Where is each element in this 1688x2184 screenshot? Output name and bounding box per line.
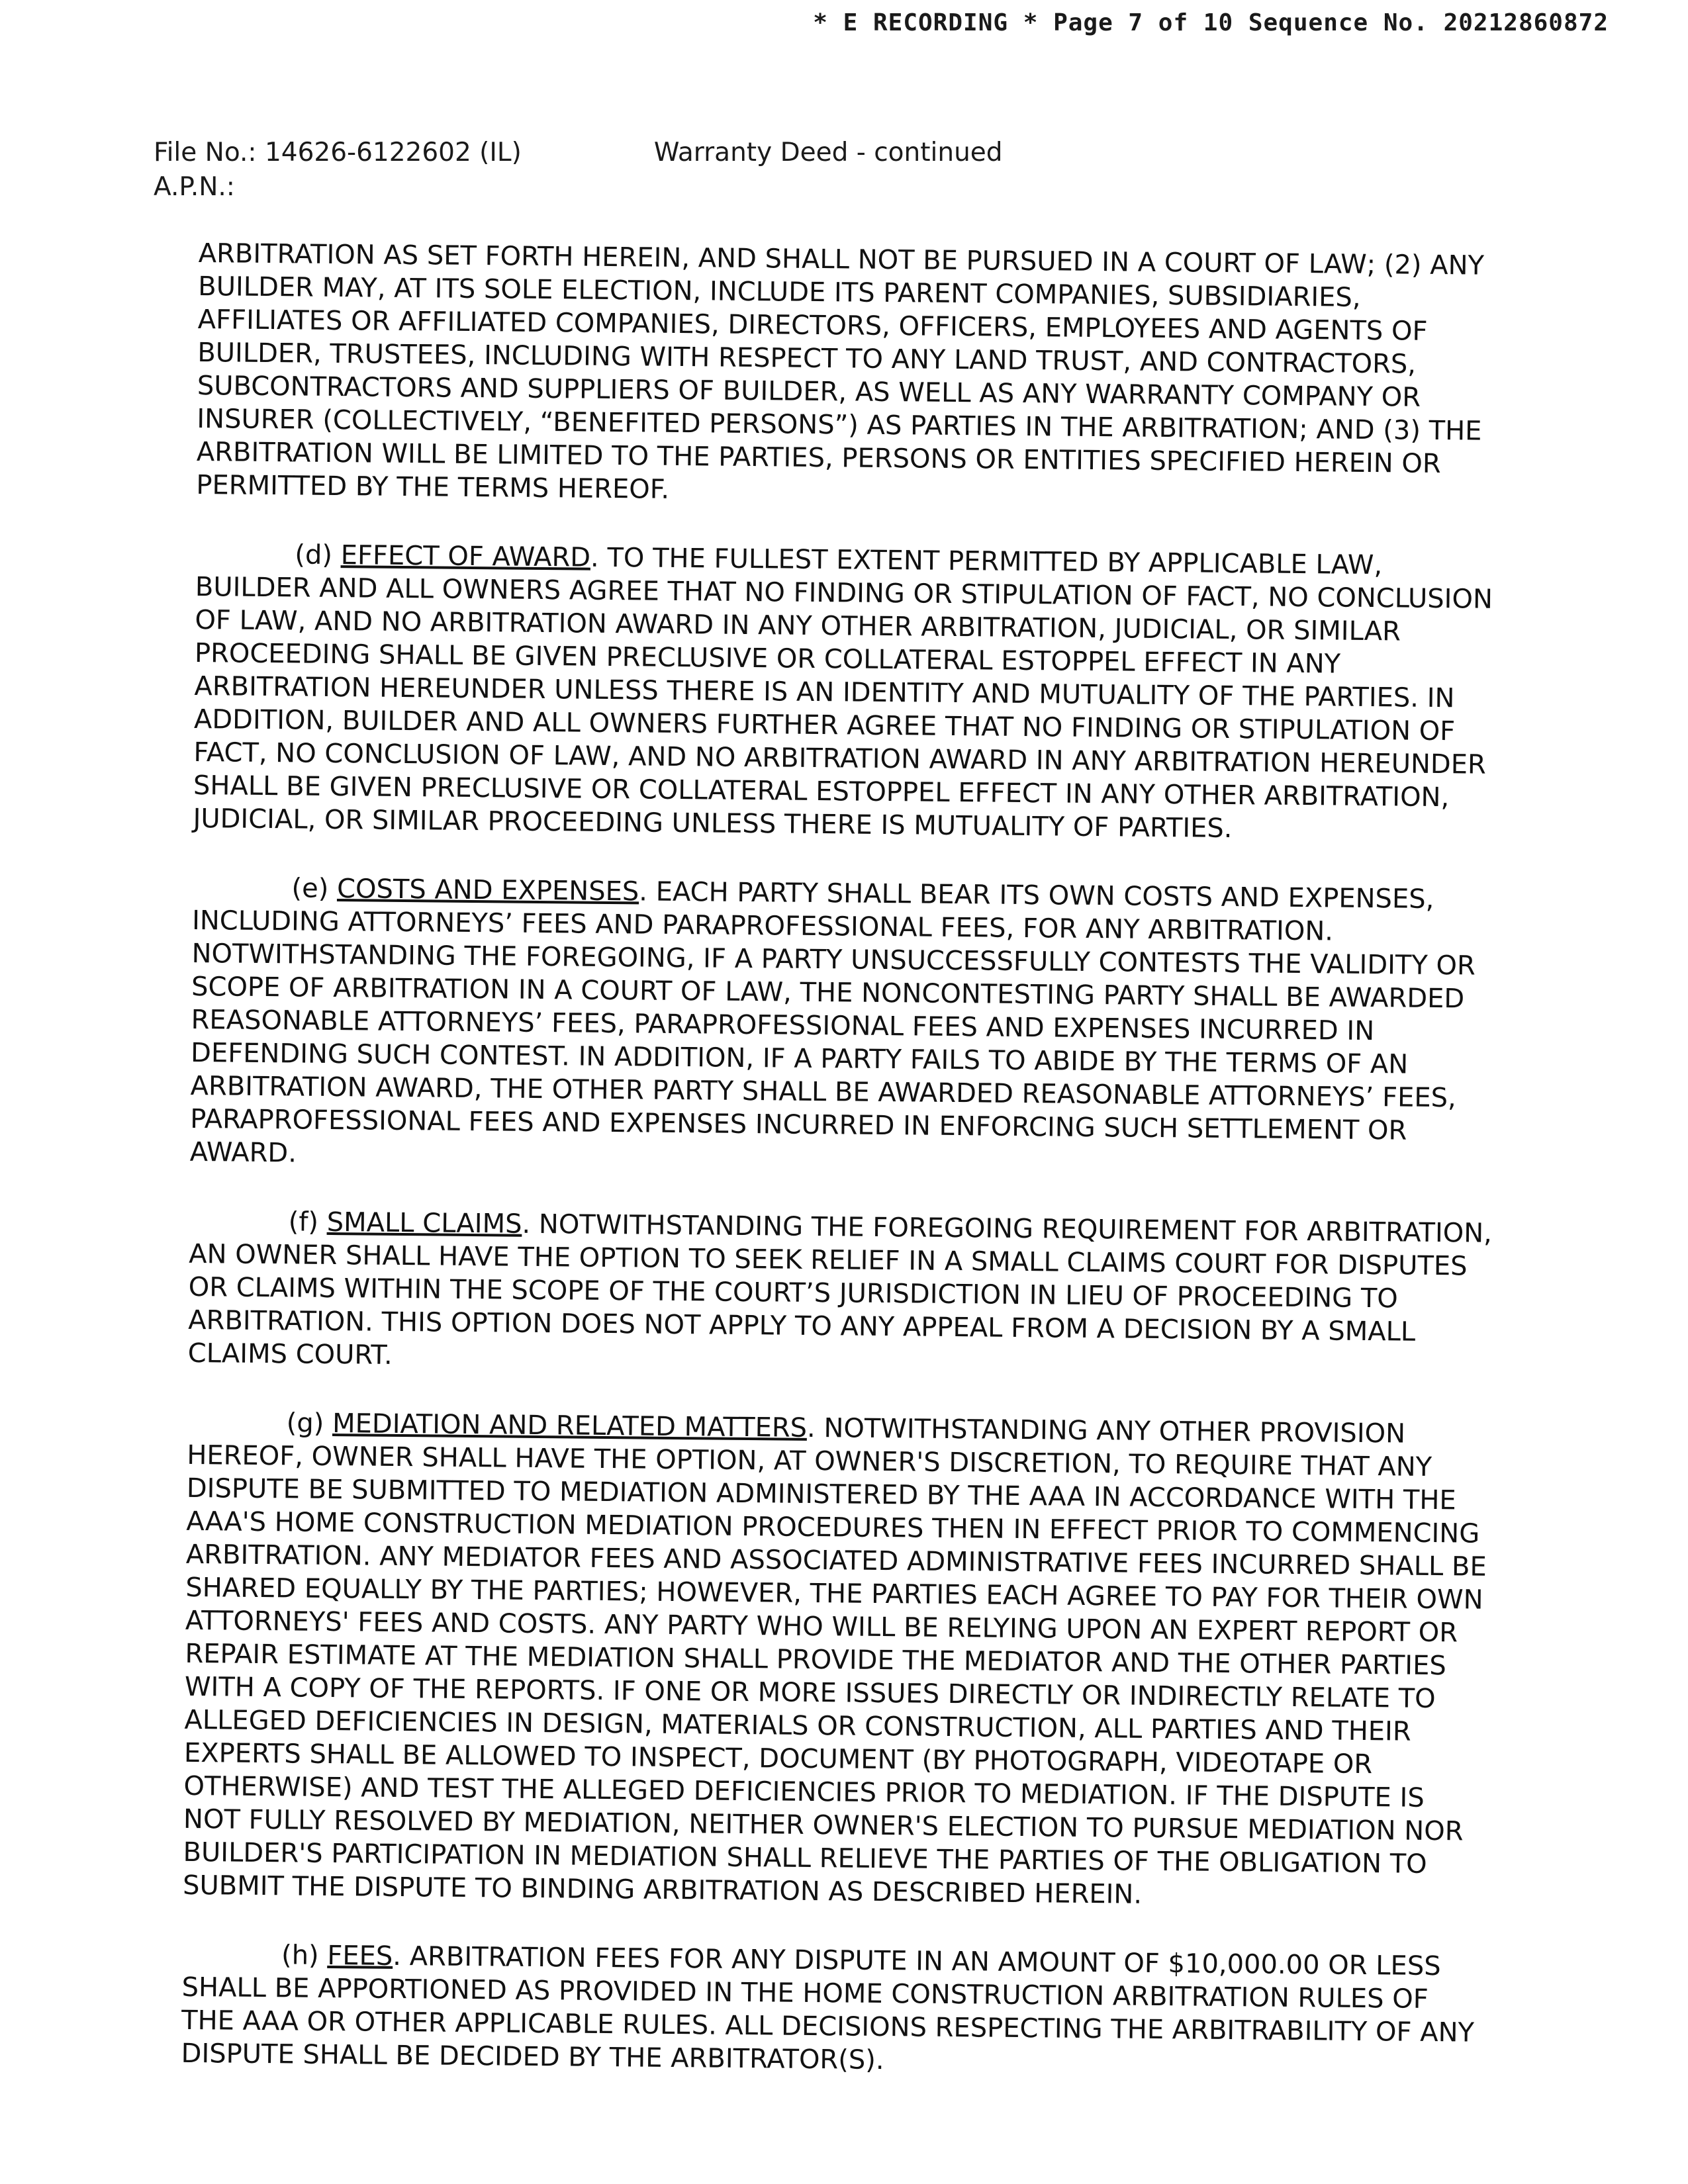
recording-stamp-header: * E RECORDING * Page 7 of 10 Sequence No. 20212860872 <box>813 9 1609 36</box>
section-e-text: . EACH PARTY SHALL BEAR ITS OWN COSTS AND EXPENSES, INCLUDING ATTORNEYS’ FEES AND PARAPROFESSIONAL FEES, FOR ANY ARBITRATION. NOTWITHSTANDING THE FOREGOING, IF A PARTY UNSUCCESSFULLY CONTESTS THE VALIDITY OR SCOPE OF ARBITRATION IN A COURT OF LAW, THE NONCONTESTING PARTY SHALL BE AWARDED REASONABLE ATTORNEYS’ FEES, PARAPROFESSIONAL FEES AND EXPENSES INCURRED IN DEFENDING SUCH CONTEST. IN ADDITION, IF A PARTY FAILS TO ABIDE BY THE TERMS OF AN ARBITRATION AWARD, THE OTHER PARTY SHALL BE AWARDED REASONABLE ATTORNEYS’ FEES, PARAPROFESSIONAL FEES AND EXPENSES INCURRED IN ENFORCING SUCH SETTLEMENT OR AWARD. <box>189 876 1476 1169</box>
section-f <box>188 1205 1493 1383</box>
section-g-label: (g) <box>286 1408 333 1439</box>
section-g-text: . NOTWITHSTANDING ANY OTHER PROVISION HEREOF, OWNER SHALL HAVE THE OPTION, AT OWNER'S DISCRETION, TO REQUIRE THAT ANY DISPUTE BE SUBMITTED TO MEDIATION ADMINISTERED BY THE AAA IN ACCORDANCE WITH THE AAA'S HOME CONSTRUCTION MEDIATION PROCEDURES THEN IN EFFECT PRIOR TO COMMENCING ARBITRATION. ANY MEDIATOR FEES AND ASSOCIATED ADMINISTRATIVE FEES INCURRED SHALL BE SHARED EQUALLY BY THE PARTIES; HOWEVER, THE PARTIES EACH AGREE TO PAY FOR THEIR OWN ATTORNEYS' FEES AND COSTS. ANY PARTY WHO WILL BE RELYING UPON AN EXPERT REPORT OR REPAIR ESTIMATE AT THE MEDIATION SHALL PROVIDE THE MEDIATOR AND THE OTHER PARTIES WITH A COPY OF THE REPORTS. IF ONE OR MORE ISSUES DIRECTLY OR INDIRECTLY RELATE TO ALLEGED DEFICIENCIES IN DESIGN, MATERIALS OR CONSTRUCTION, ALL PARTIES AND THEIR EXPERTS SHALL BE ALLOWED TO INSPECT, DOCUMENT (BY PHOTOGRAPH, VIDEOTAPE OR OTHERWISE) AND TEST THE ALLEGED DEFICIENCIES PRIOR TO MEDIATION. IF THE DISPUTE IS NOT FULLY RESOLVED BY MEDIATION, NEITHER OWNER'S ELECTION TO PURSUE MEDIATION NOR BUILDER'S PARTICIPATION IN MEDIATION SHALL RELIEVE THE PARTIES OF THE OBLIGATION TO SUBMIT THE DISPUTE TO BINDING ARBITRATION AS DESCRIBED HEREIN. <box>182 1412 1487 1910</box>
section-h-heading: FEES <box>327 1940 393 1972</box>
section-d-heading: EFFECT OF AWARD <box>340 540 591 573</box>
section-d <box>193 537 1499 848</box>
paragraph-indent <box>192 896 291 897</box>
section-c-text: ARBITRATION AS SET FORTH HEREIN, AND SHALL NOT BE PURSUED IN A COURT OF LAW; (2) ANY BUILDER MAY, AT ITS SOLE ELECTION, INCLUDE ITS PARENT COMPANIES, SUBSIDIARIES, AFFILIATES OR AFFILIATED COMPANIES, DIRECTORS, OFFICERS, EMPLOYEES AND AGENTS OF BUILDER, TRUSTEES, INCLUDING WITH RESPECT TO ANY LAND TRUST, AND CONTRACTORS, SUBCONTRACTORS AND SUPPLIERS OF BUILDER, AS WELL AS ANY WARRANTY COMPANY OR INSURER (COLLECTIVELY, “BENEFITED PERSONS”) AS PARTIES IN THE ARBITRATION; AND (3) THE ARBITRATION WILL BE LIMITED TO THE PARTIES, PERSONS OR ENTITIES SPECIFIED HEREIN OR PERMITTED BY THE TERMS HEREOF. <box>196 238 1485 505</box>
section-h-text: . ARBITRATION FEES FOR ANY DISPUTE IN AN AMOUNT OF $10,000.00 OR LESS SHALL BE APPORTIONED AS PROVIDED IN THE HOME CONSTRUCTION ARBITRATION RULES OF THE AAA OR OTHER APPLICABLE RULES. ALL DECISIONS RESPECTING THE ARBITRABILITY OF ANY DISPUTE SHALL BE DECIDED BY THE ARBITRATOR(S). <box>181 1940 1475 2076</box>
file-number: File No.: 14626-6122602 (IL) <box>154 138 522 167</box>
document-title: Warranty Deed - continued <box>653 138 1003 167</box>
section-e <box>189 871 1496 1181</box>
document-body <box>181 237 1503 2118</box>
section-c-continued <box>196 237 1503 514</box>
section-d-text: . TO THE FULLEST EXTENT PERMITTED BY APPLICABLE LAW, BUILDER AND ALL OWNERS AGREE THAT NO FINDING OR STIPULATION OF FACT, NO CONCLUSION OF LAW, AND NO ARBITRATION AWARD IN ANY OTHER ARBITRATION, JUDICIAL, OR SIMILAR PROCEEDING SHALL BE GIVEN PRECLUSIVE OR COLLATERAL ESTOPPEL EFFECT IN ANY ARBITRATION HEREUNDER UNLESS THERE IS AN IDENTITY AND MUTUALITY OF THE PARTIES. IN ADDITION, BUILDER AND ALL OWNERS FURTHER AGREE THAT NO FINDING OR STIPULATION OF FACT, NO CONCLUSION OF LAW, AND NO ARBITRATION AWARD IN ANY ARBITRATION HEREUNDER SHALL BE GIVEN PRECLUSIVE OR COLLATERAL ESTOPPEL EFFECT IN ANY OTHER ARBITRATION, JUDICIAL, OR SIMILAR PROCEEDING UNLESS THERE IS MUTUALITY OF PARTIES. <box>193 542 1493 844</box>
paragraph-indent <box>182 1963 281 1964</box>
section-e-heading: COSTS AND EXPENSES <box>336 874 639 907</box>
section-h <box>181 1938 1486 2083</box>
section-f-text: . NOTWITHSTANDING THE FOREGOING REQUIREMENT FOR ARBITRATION, AN OWNER SHALL HAVE THE OPTION TO SEEK RELIEF IN A SMALL CLAIMS COURT FOR DISPUTES OR CLAIMS WITHIN THE SCOPE OF THE COURT’S JURISDICTION IN LIEU OF PROCEEDING TO ARBITRATION. THIS OPTION DOES NOT APPLY TO ANY APPEAL FROM A DECISION BY A SMALL CLAIMS COURT. <box>187 1208 1493 1371</box>
section-d-label: (d) <box>295 539 341 571</box>
section-h-label: (h) <box>281 1940 328 1971</box>
section-f-heading: SMALL CLAIMS <box>326 1206 522 1240</box>
paragraph-indent <box>187 1431 287 1432</box>
section-g <box>183 1406 1491 1915</box>
section-e-label: (e) <box>291 873 338 905</box>
apn-label: A.P.N.: <box>154 172 235 202</box>
section-f-label: (f) <box>288 1206 327 1238</box>
document-meta <box>154 136 1003 205</box>
apn-row <box>154 170 1003 205</box>
file-number-row <box>154 136 1003 170</box>
section-g-heading: MEDIATION AND RELATED MATTERS <box>332 1408 808 1443</box>
